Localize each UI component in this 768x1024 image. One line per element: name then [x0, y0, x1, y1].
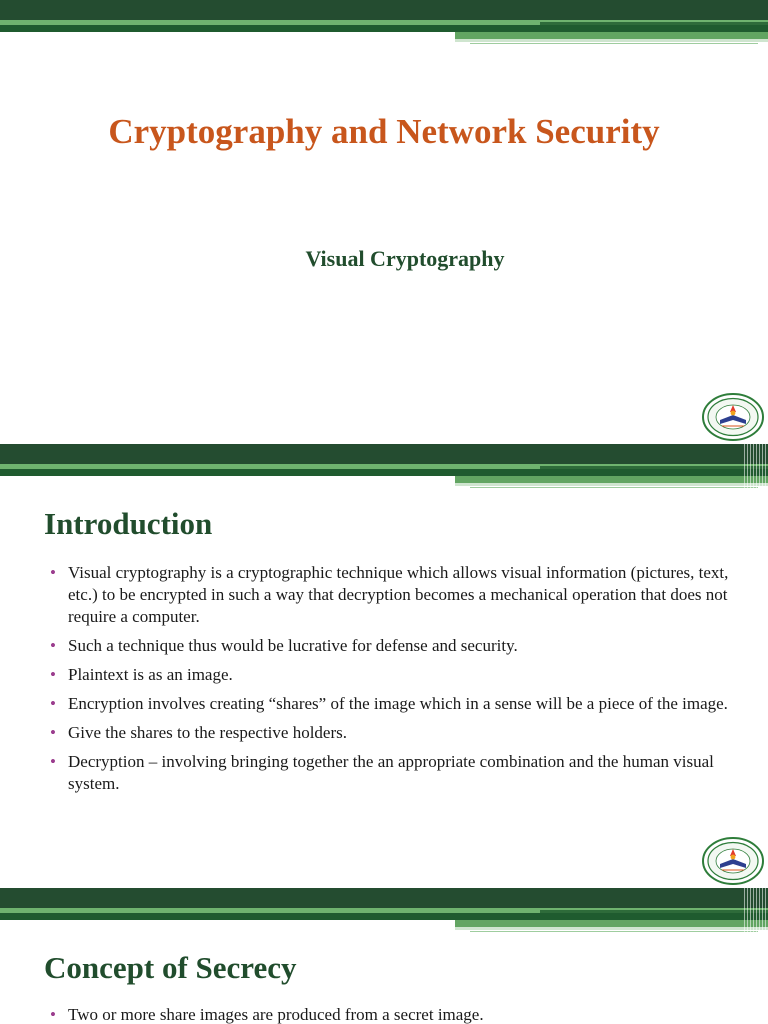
bullet-icon: • — [50, 636, 56, 655]
bullet-item — [50, 635, 730, 657]
header-band — [0, 444, 768, 492]
bullet-text: Visual cryptography is a cryptographic technique which allows visual information (pictures, text, etc.) to be encrypted in such a way that decryption becomes a mechanical operation that does not require a computer. — [68, 563, 729, 626]
bullet-text: Two or more share images are produced from a secret image. — [68, 1005, 484, 1024]
bullet-icon: • — [50, 694, 56, 713]
concept-slide — [0, 888, 768, 1024]
bullet-item — [50, 751, 730, 795]
bullet-icon: • — [50, 665, 56, 684]
bullet-item — [50, 693, 730, 715]
bullet-item — [50, 1004, 730, 1024]
bullet-list — [50, 1004, 730, 1024]
bullet-icon: • — [50, 752, 56, 771]
presentation-title: Cryptography and Network Security — [108, 112, 660, 151]
bullet-icon: • — [50, 723, 56, 742]
header-band — [0, 0, 768, 48]
bullet-icon: • — [50, 563, 56, 582]
bullet-text: Give the shares to the respective holders. — [68, 723, 347, 742]
university-seal-logo — [702, 837, 764, 885]
bullet-item — [50, 562, 730, 628]
bullet-icon: • — [50, 1005, 56, 1024]
bullet-item — [50, 722, 730, 744]
bullet-text: Encryption involves creating “shares” of the image which in a sense will be a piece of the image. — [68, 694, 728, 713]
presentation-subtitle: Visual Cryptography — [305, 246, 505, 271]
header-band — [0, 888, 768, 936]
bullet-text: Decryption – involving bringing together the an appropriate combination and the human visual system. — [68, 752, 714, 793]
introduction-slide — [0, 444, 768, 888]
bullet-item — [50, 664, 730, 686]
bullet-text: Such a technique thus would be lucrative for defense and security. — [68, 636, 518, 655]
slide-heading: Concept of Secrecy — [44, 950, 297, 985]
university-seal-logo — [702, 393, 764, 441]
slide-heading: Introduction — [44, 506, 213, 541]
bullet-text: Plaintext is as an image. — [68, 665, 233, 684]
bullet-list — [50, 562, 730, 802]
title-slide — [0, 0, 768, 444]
